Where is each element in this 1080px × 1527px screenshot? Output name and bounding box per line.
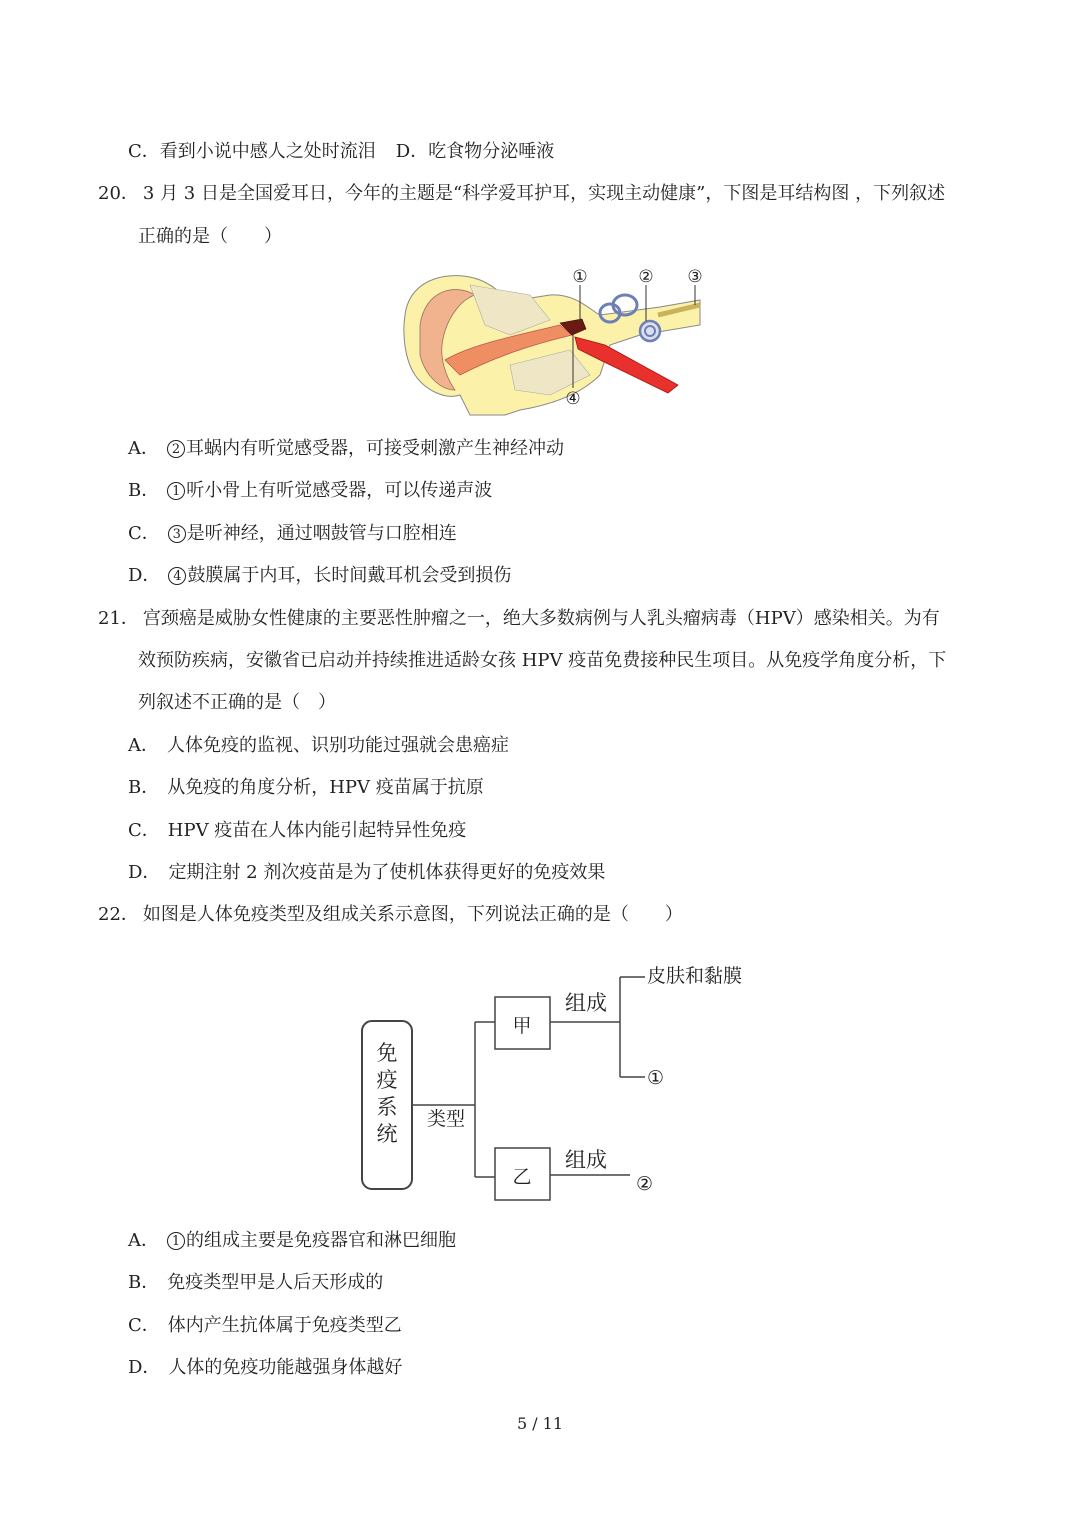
q21-stem-line2: 效预防疾病，安徽省已启动并持续推进适龄女孩 HPV 疫苗免费接种民生项目。从免疫学角度分析，下: [138, 650, 947, 671]
ear-label-1: ①: [572, 267, 588, 287]
q20-stem-line1: 3 月 3 日是全国爱耳日，今年的主题是“科学爱耳护耳，实现主动健康”，下图是耳结构图 ，下列叙述: [142, 183, 946, 204]
type-label: 类型: [426, 1108, 466, 1130]
q20-stem: [98, 182, 945, 206]
q21-option-c: C． HPV 疫苗在人体内能引起特异性免疫: [128, 820, 467, 841]
q19-options-line: [128, 140, 554, 164]
page-number: 5 / 11: [516, 1414, 564, 1433]
q22-number: 22．: [98, 904, 139, 925]
q21-stem-line3: 列叙述不正确的是（ ）: [138, 692, 336, 713]
system-char-4: 统: [376, 1122, 398, 1146]
q20-number: 20．: [98, 183, 139, 204]
ear-structure-figure: [400, 265, 710, 425]
q19-option-c: C．看到小说中感人之处时流泪: [128, 141, 376, 162]
marker-2: ②: [636, 1173, 654, 1195]
circled-number: 4: [168, 567, 186, 585]
circled-number: 1: [167, 482, 185, 500]
q20-option-d: D． 4 鼓膜属于内耳，长时间戴耳机会受到损伤: [128, 565, 512, 586]
system-char-1: 免: [376, 1041, 398, 1065]
compose-label-jia: 组成: [565, 991, 607, 1015]
circled-number: 3: [168, 525, 186, 543]
q21-stem-line1: 宫颈癌是威胁女性健康的主要恶性肿瘤之一，绝大多数病例与人乳头瘤病毒（HPV）感染相关。为有: [142, 608, 940, 629]
q22-option-d: D． 人体的免疫功能越强身体越好: [128, 1357, 403, 1378]
q22-option-c: C． 体内产生抗体属于免疫类型乙: [128, 1315, 402, 1336]
q22-option-b: B． 免疫类型甲是人后天形成的: [128, 1272, 384, 1293]
node-jia: 甲: [512, 1015, 532, 1037]
q20-option-c: C． 3 是听神经，通过咽鼓管与口腔相连: [128, 523, 457, 544]
node-yi: 乙: [512, 1166, 532, 1188]
q21-option-a: A． 人体免疫的监视、识别功能过强就会患癌症: [128, 735, 509, 756]
ear-label-2: ②: [638, 267, 654, 287]
system-char-2: 疫: [376, 1068, 398, 1092]
q20-option-a: A． 2 耳蜗内有听觉感受器，可接受刺激产生神经冲动: [128, 438, 564, 459]
q22-stem-text: 如图是人体免疫类型及组成关系示意图，下列说法正确的是（ ）: [142, 904, 683, 925]
ear-label-4: ④: [565, 389, 581, 409]
q21-stem: [98, 607, 940, 631]
system-char-3: 系: [376, 1095, 398, 1119]
q21-option-d: D． 定期注射 2 剂次疫苗是为了使机体获得更好的免疫效果: [128, 862, 606, 883]
q22-option-a: A． 1 的组成主要是免疫器官和淋巴细胞: [128, 1230, 456, 1251]
circled-number: 1: [167, 1232, 185, 1250]
q22-stem: [98, 903, 683, 927]
q19-option-d: D．吃食物分泌唾液: [395, 141, 555, 162]
ear-label-3: ③: [687, 267, 703, 287]
compose-label-yi: 组成: [565, 1148, 607, 1172]
q20-stem-line2: 正确的是（ ）: [138, 226, 282, 247]
immune-system-diagram: [355, 955, 775, 1205]
marker-1: ①: [647, 1067, 665, 1089]
q21-number: 21．: [98, 608, 139, 629]
cochlea-outer: [640, 321, 660, 341]
q21-option-b: B． 从免疫的角度分析，HPV 疫苗属于抗原: [128, 777, 484, 798]
circled-number: 2: [167, 440, 185, 458]
q20-option-b: B． 1 听小骨上有听觉感受器，可以传递声波: [128, 480, 493, 501]
skin-mucosa-label: 皮肤和黏膜: [647, 965, 743, 987]
